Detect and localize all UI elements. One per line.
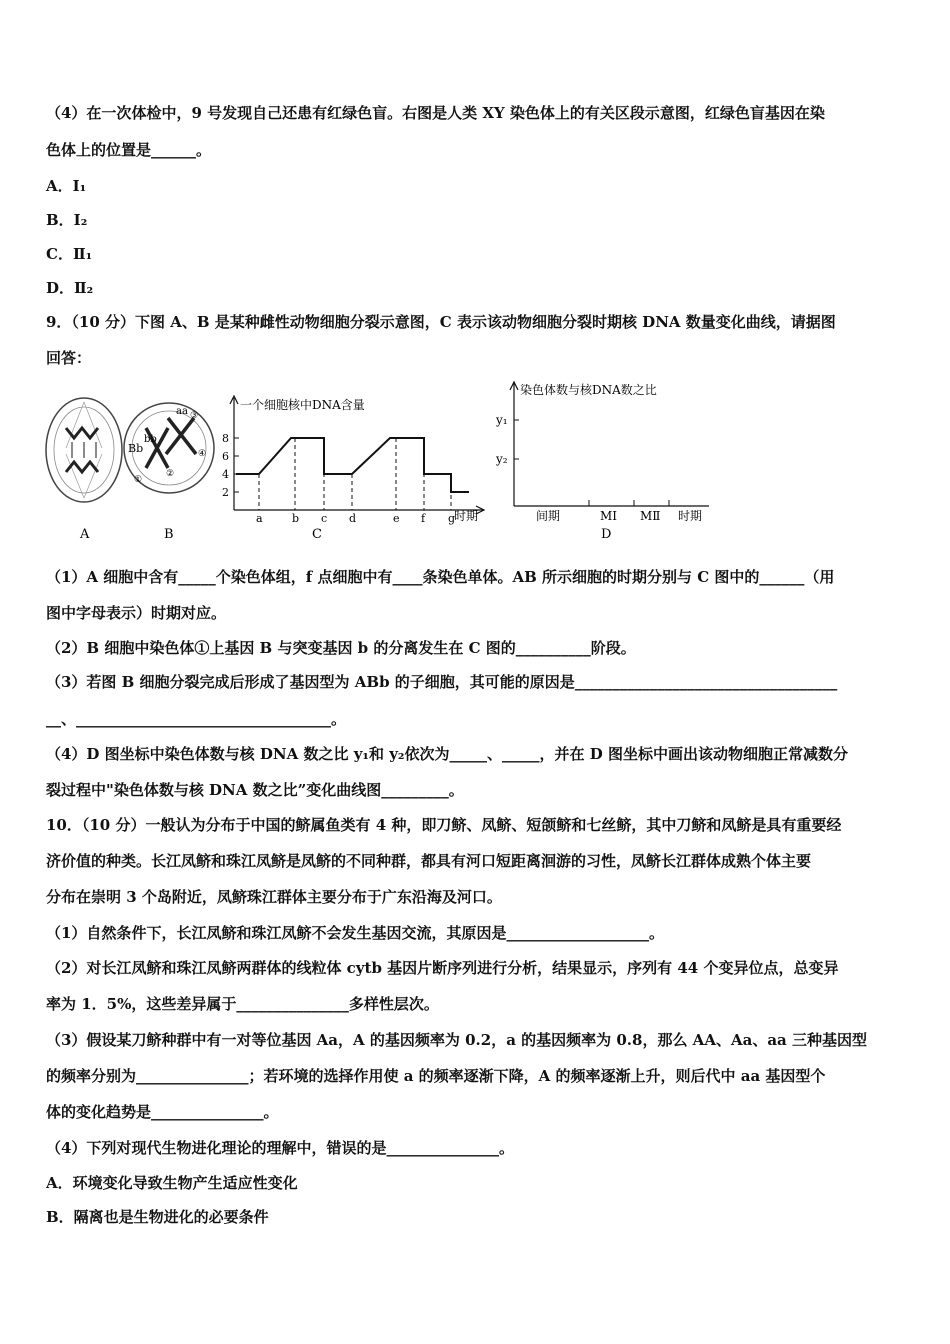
cell-b-label-aa: aa — [176, 406, 188, 417]
chart-c-xtick-label: c — [321, 512, 328, 525]
figure-label-c: C — [312, 527, 322, 542]
q10-part3-line1: （3）假设某刀鲚种群中有一对等位基因 Aa，A 的基因频率为 0.2，a 的基因频率为 0.8，那么 AA、Aa、aa 三种基因型 — [46, 1031, 867, 1049]
chart-d-xtick-interphase: 间期 — [536, 509, 561, 523]
q10-intro-line2: 济价值的种类。长江凤鲚和珠江凤鲚是凤鲚的不同种群，都具有河口短距离洄游的习性，凤鲚长江群体成熟个体主要 — [46, 852, 812, 870]
q10-intro-line1: 10．（10 分）一般认为分布于中国的鲚属鱼类有 4 种，即刀鲚、凤鲚、短颌鲚和七丝鲚，其中刀鲚和凤鲚是具有重要经 — [46, 816, 842, 834]
q10-part2-line1: （2）对长江凤鲚和珠江凤鲚两群体的线粒体 cytb 基因片断序列进行分析，结果显示，序列有 44 个变异位点，总变异 — [46, 959, 839, 977]
chart-d-ylabel: 染色体数与核DNA数之比 — [520, 383, 657, 397]
cell-a-diagram — [46, 398, 122, 502]
q8-option-c: C．Ⅱ₁ — [46, 245, 93, 263]
chart-c-ytick-label: 6 — [222, 450, 229, 463]
q10-option-a: A．环境变化导致生物产生适应性变化 — [46, 1174, 298, 1192]
cell-b-label-bb: Bb — [128, 442, 144, 455]
q8-part4-line2: 色体上的位置是______。 — [46, 141, 212, 159]
chart-c-ytick-label: 2 — [222, 486, 229, 499]
q10-part2-line2: 率为 1．5%，这些差异属于_______________多样性层次。 — [46, 995, 439, 1013]
q9-figure — [44, 378, 724, 547]
chart-c-xtick-label: e — [393, 512, 400, 525]
cell-b-label-3: ③ — [190, 411, 199, 421]
figure-label-d: D — [601, 527, 612, 542]
chart-c-ytick-label: 4 — [222, 468, 229, 481]
q10-option-b: B．隔离也是生物进化的必要条件 — [46, 1208, 269, 1226]
q9-part4-line1: （4）D 图坐标中染色体数与核 DNA 数之比 y₁和 y₂依次为_____、_____，并在 D 图坐标中画出该动物细胞正常减数分 — [46, 745, 848, 763]
q9-part2: （2）B 细胞中染色体①上基因 B 与突变基因 b 的分离发生在 C 图的__________阶段。 — [46, 639, 636, 657]
cell-b-label-1: ① — [134, 475, 143, 485]
q9-part1-line2: 图中字母表示）时期对应。 — [46, 604, 227, 622]
q8-part4-line1: （4）在一次体检中，9 号发现自己还患有红绿色盲。右图是人类 XY 染色体上的有关区段示意图，红绿色盲基因在染 — [46, 104, 825, 122]
q10-part4: （4）下列对现代生物进化理论的理解中，错误的是_______________。 — [46, 1139, 514, 1157]
q8-option-d: D．Ⅱ₂ — [46, 279, 94, 297]
chart-d-xtick-m2: MⅡ — [640, 509, 661, 523]
figure-label-b: B — [164, 527, 174, 542]
q9-part4-line2: 裂过程中"染色体数与核 DNA 数之比”变化曲线图_________。 — [46, 781, 464, 799]
cell-b-diagram — [124, 403, 214, 493]
q9-intro-line2: 回答： — [46, 349, 92, 367]
q10-intro-line3: 分布在崇明 3 个岛附近，凤鲚珠江群体主要分布于广东沿海及河口。 — [46, 888, 502, 906]
figure-label-a: A — [80, 527, 90, 542]
chart-d-xlabel: 时期 — [678, 509, 703, 523]
q9-figure-svg — [44, 378, 724, 543]
chart-c-xtick-label: g — [448, 512, 456, 525]
chart-c-xtick-label: b — [292, 512, 300, 525]
q10-part3-line3: 体的变化趋势是_______________。 — [46, 1103, 279, 1121]
q9-part1-line1: （1）A 细胞中含有_____个染色体组，f 点细胞中有____条染色单体。AB 所示细胞的时期分别与 C 图中的______（用 — [46, 568, 835, 586]
chart-c — [222, 396, 484, 525]
q10-part1: （1）自然条件下，长江凤鲚和珠江凤鲚不会发生基因交流，其原因是___________________。 — [46, 924, 664, 942]
chart-c-xtick-label: f — [421, 512, 426, 525]
chart-c-ytick-label: 8 — [222, 432, 229, 445]
chart-d — [495, 382, 709, 523]
q9-intro-line1: 9．（10 分）下图 A、B 是某种雌性动物细胞分裂示意图，C 表示该动物细胞分裂时期核 DNA 数量变化曲线，请据图 — [46, 313, 836, 331]
cell-b-label-4: ④ — [198, 449, 207, 459]
chart-c-xtick-label: d — [349, 512, 357, 525]
chart-d-xtick-m1: MⅠ — [600, 509, 618, 523]
q10-part3-line2: 的频率分别为_______________；若环境的选择作用使 a 的频率逐渐下降，A 的频率逐渐上升，则后代中 aa 基因型个 — [46, 1067, 826, 1085]
chart-c-ylabel: 一个细胞核中DNA含量 — [240, 398, 365, 412]
cell-b-label-2: ② — [166, 469, 175, 479]
q9-part3-line2: __、__________________________________。 — [46, 710, 347, 728]
q8-option-a: A．I₁ — [46, 177, 87, 195]
q8-option-b: B．I₂ — [46, 211, 88, 229]
chart-c-xlabel: 时期 — [454, 509, 479, 523]
chart-d-ytick-y2: y₂ — [496, 452, 508, 466]
q9-part3-line1: （3）若图 B 细胞分裂完成后形成了基因型为 ABb 的子细胞，其可能的原因是___________________________________ — [46, 673, 838, 691]
chart-d-ytick-y1: y₁ — [496, 413, 508, 427]
chart-c-xtick-label: a — [256, 512, 263, 525]
cell-b-label-bb2: bb — [144, 434, 157, 445]
